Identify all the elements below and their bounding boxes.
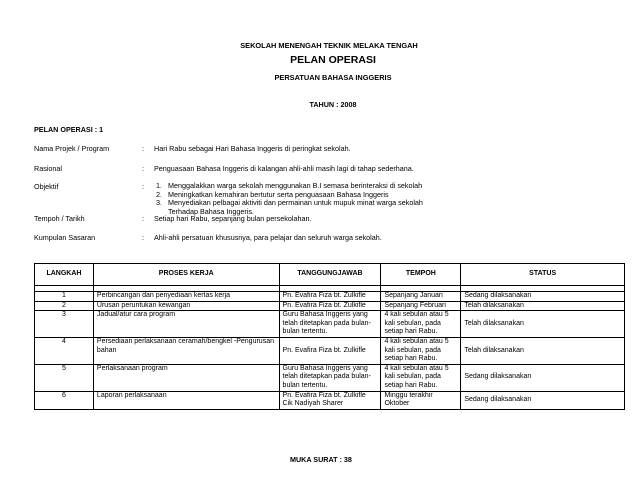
responsible-cell: Pn. Evafira Fiza bt. Zulkifle <box>279 301 381 311</box>
table-row <box>35 337 625 364</box>
document-title: PELAN OPERASI <box>290 54 376 66</box>
column-header: STATUS <box>461 264 625 286</box>
operation-plan-table <box>34 263 625 410</box>
club-name: PERSATUAN BAHASA INGGERIS <box>274 73 392 82</box>
step-number: 2 <box>35 301 94 311</box>
plan-number: PELAN OPERASI : 1 <box>34 125 104 134</box>
column-header: TANGGUNGJAWAB <box>279 264 381 286</box>
colon: : <box>142 144 144 153</box>
responsible-cell: Pn. Evafira Fiza bt. Zulkifle Cik Nadiyah Sharer <box>279 391 381 409</box>
status-cell: Sedang dilaksanakan <box>461 292 625 302</box>
responsible-cell: Pn. Evafira Fiza bt. Zulkifle <box>279 337 381 364</box>
status-cell: Telah dilaksanakan <box>461 337 625 364</box>
process-cell: Laporan perlaksanaan <box>93 391 279 409</box>
column-header: TEMPOH <box>381 264 461 286</box>
table-row <box>35 391 625 409</box>
rasional-label: Rasional <box>34 164 62 173</box>
colon: : <box>142 233 144 242</box>
sasaran-label: Kumpulan Sasaran <box>34 233 96 242</box>
column-header: LANGKAH <box>35 264 94 286</box>
objektif-item: 3. Menyediakan pelbagai aktiviti dan permainan untuk mupuk minat warga sekolah Terhadap Bahasa Inggeris. <box>164 199 454 216</box>
table-row <box>35 311 625 338</box>
process-cell: Perlaksanaan program <box>93 364 279 391</box>
step-number: 3 <box>35 311 94 338</box>
process-cell: Perbincangan dan penyediaan kertas kerja <box>93 292 279 302</box>
tempoh-value: Setiap hari Rabu, sepanjang bulan persekolahan. <box>154 214 312 223</box>
table-row <box>35 292 625 302</box>
period-cell: 4 kali sebulan atau 5 kali sebulan, pada setiap hari Rabu. <box>381 364 461 391</box>
responsible-cell: Guru Bahasa Inggeris yang telah ditetapkan pada bulan-bulan tertentu. <box>279 364 381 391</box>
table-row <box>35 364 625 391</box>
step-number: 1 <box>35 292 94 302</box>
period-cell: Minggu terakhir Oktober <box>381 391 461 409</box>
school-name: SEKOLAH MENENGAH TEKNIK MELAKA TENGAH <box>240 41 418 50</box>
projek-label: Nama Projek / Program <box>34 144 110 153</box>
tempoh-label: Tempoh / Tarikh <box>34 214 85 223</box>
column-header: PROSES KERJA <box>93 264 279 286</box>
objektif-list <box>148 182 454 216</box>
period-cell: Sepanjang Februari <box>381 301 461 311</box>
projek-value: Hari Rabu sebagai Hari Bahasa Inggeris di peringkat sekolah. <box>154 144 351 153</box>
table-header-row <box>35 264 625 286</box>
objektif-item: 2. Meningkatkan kemahiran bertutur serta penguasaan Bahasa Inggeris <box>164 191 454 200</box>
process-cell: Persediaan perlaksanaan ceramah/bengkel -Pengurusan bahan <box>93 337 279 364</box>
sasaran-value: Ahli-ahli persatuan khususnya, para pelajar dan seluruh warga sekolah. <box>154 233 382 242</box>
process-cell: Jadual/atur cara program <box>93 311 279 338</box>
status-cell: Telah dilaksanakan <box>461 301 625 311</box>
objektif-item: 1. Menggalakkan warga sekolah menggunakan B.I semasa berinteraksi di sekolah <box>164 182 454 191</box>
responsible-cell: Pn. Evafira Fiza bt. Zulkifle <box>279 292 381 302</box>
period-cell: Sepanjang Januari <box>381 292 461 302</box>
step-number: 5 <box>35 364 94 391</box>
page-number: MUKA SURAT : 38 <box>290 455 352 464</box>
process-cell: Urusan peruntukan kewangan <box>93 301 279 311</box>
rasional-value: Penguasaan Bahasa Inggeris di kalangan ahli-ahli masih lagi di tahap sederhana. <box>154 164 414 173</box>
year-label: TAHUN : 2008 <box>309 100 357 109</box>
colon: : <box>142 182 144 191</box>
period-cell: 4 kali sebulan atau 5 kali sebulan, pada setiap hari Rabu. <box>381 311 461 338</box>
objektif-label: Objektif <box>34 182 59 191</box>
step-number: 4 <box>35 337 94 364</box>
table-row <box>35 301 625 311</box>
colon: : <box>142 164 144 173</box>
status-cell: Telah dilaksanakan <box>461 311 625 338</box>
colon: : <box>142 214 144 223</box>
status-cell: Sedang dilaksanakan <box>461 391 625 409</box>
status-cell: Sedang dilaksanakan <box>461 364 625 391</box>
step-number: 6 <box>35 391 94 409</box>
period-cell: 4 kali sebulan atau 5 kali sebulan, pada setiap hari Rabu. <box>381 337 461 364</box>
responsible-cell: Guru Bahasa Inggeris yang telah ditetapkan pada bulan-bulan tertentu. <box>279 311 381 338</box>
